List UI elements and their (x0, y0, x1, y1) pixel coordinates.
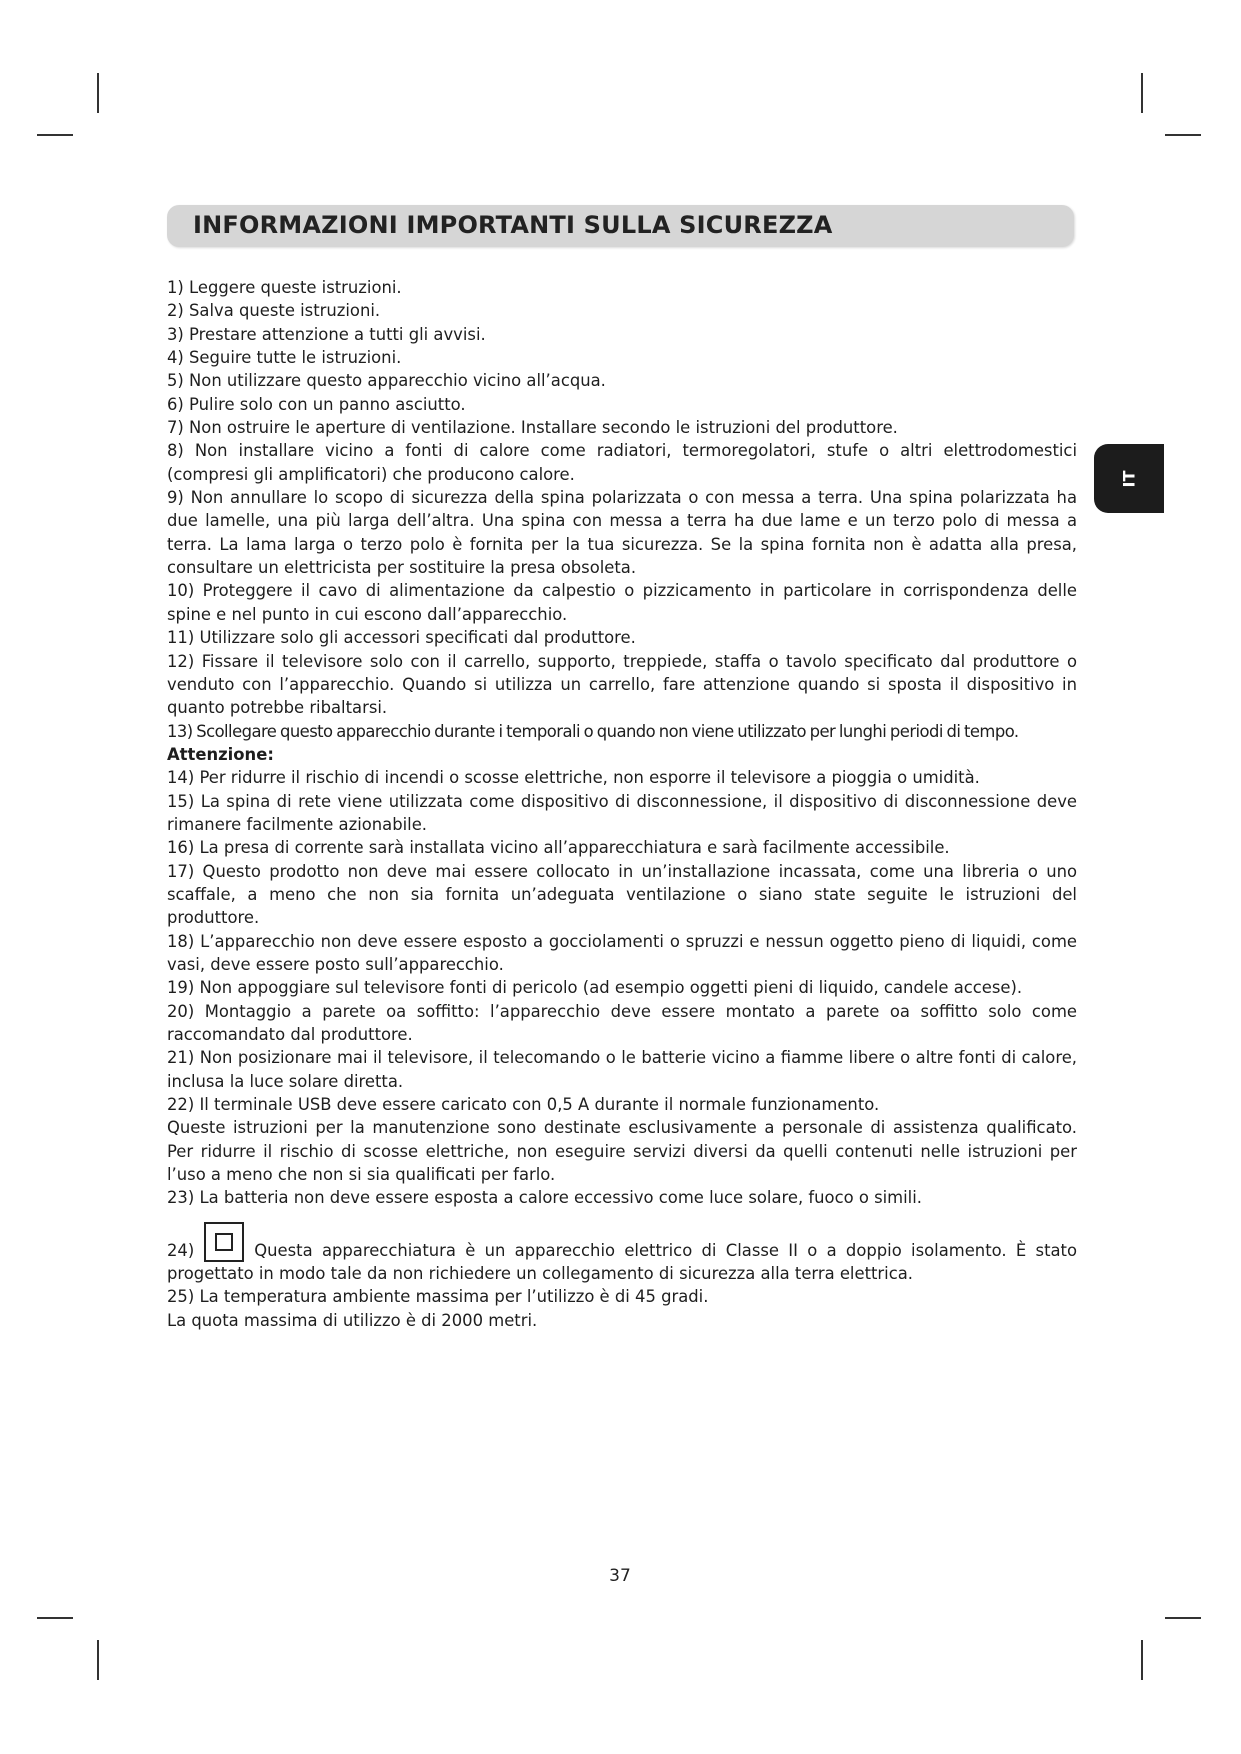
page-title: INFORMAZIONI IMPORTANTI SULLA SICUREZZA (193, 211, 833, 239)
maintenance-note: Queste istruzioni per la manutenzione sono destinate esclusivamente a personale di assistenza qualificato. Per ridurre il rischio di scosse elettriche, non eseguire servizi diversi da quelli contenuti nelle istruzioni per l’uso a meno che non si sia qualificati per farlo. (167, 1118, 1077, 1185)
page-number: 37 (609, 1566, 631, 1586)
instruction-item-24 (167, 1222, 1077, 1286)
item-number: 24) (167, 1240, 195, 1260)
instruction-item: 21) Non posizionare mai il televisore, il telecomando o le batterie vicino a fiamme libere o altre fonti di calore, inclusa la luce solare diretta. (167, 1048, 1077, 1091)
instruction-item: 10) Proteggere il cavo di alimentazione da calpestio o pizzicamento in particolare in corrispondenza delle spine e nel punto in cui escono dall’apparecchio. (167, 581, 1077, 624)
instruction-item: 19) Non appoggiare sul televisore fonti di pericolo (ad esempio oggetti pieni di liquido, candele accese). (167, 978, 1023, 998)
instruction-item: 12) Fissare il televisore solo con il carrello, supporto, treppiede, staffa o tavolo specificato dal produttore o venduto con l’apparecchio. Quando si utilizza un carrello, fare attenzione quando si sposta il dispositivo in quanto potrebbe ribaltarsi. (167, 651, 1077, 718)
instruction-item: 23) La batteria non deve essere esposta a calore eccessivo come luce solare, fuoco o simili. (167, 1188, 923, 1208)
warning-label: Attenzione: (167, 744, 274, 764)
spacer (167, 1210, 1077, 1222)
class-ii-inner-square (215, 1233, 233, 1251)
instruction-item: 1) Leggere queste istruzioni. (167, 278, 402, 297)
instruction-item: 8) Non installare vicino a fonti di calore come radiatori, termoregolatori, stufe o altri elettrodomestici (compresi gli amplificatori) che producono calore. (167, 441, 1077, 484)
instruction-item: La quota massima di utilizzo è di 2000 metri. (167, 1310, 538, 1330)
instruction-item: 25) La temperatura ambiente massima per l’utilizzo è di 45 gradi. (167, 1287, 709, 1307)
language-tab (1094, 444, 1164, 513)
safety-instructions (167, 276, 1077, 1332)
instruction-item: 17) Questo prodotto non deve mai essere collocato in un’installazione incassata, come una libreria o uno scaffale, a meno che non sia fornita un’adeguata ventilazione o siano state seguite le istruzioni del produttore. (167, 861, 1077, 928)
section-title-bar (167, 205, 1074, 247)
crop-mark-bottom-left-horizontal (37, 1617, 73, 1619)
crop-mark-top-right-vertical (1141, 73, 1143, 113)
instruction-item: 7) Non ostruire le aperture di ventilazione. Installare secondo le istruzioni del produttore. (167, 418, 898, 438)
instruction-item: 11) Utilizzare solo gli accessori specificati dal produttore. (167, 628, 636, 648)
instruction-item: 13) Scollegare questo apparecchio durante i temporali o quando non viene utilizzato per lunghi periodi di tempo. (167, 721, 1019, 741)
instruction-item: 4) Seguire tutte le istruzioni. (167, 348, 402, 368)
crop-mark-bottom-right-vertical (1141, 1640, 1143, 1680)
crop-mark-top-right-horizontal (1165, 134, 1201, 136)
instruction-item: 22) Il terminale USB deve essere caricato con 0,5 A durante il normale funzionamento. (167, 1095, 880, 1115)
instruction-item: 18) L’apparecchio non deve essere esposto a gocciolamenti o spruzzi e nessun oggetto pieno di liquidi, come vasi, deve essere posto sull’apparecchio. (167, 931, 1077, 974)
crop-mark-bottom-left-vertical (97, 1640, 99, 1680)
instruction-item: 6) Pulire solo con un panno asciutto. (167, 394, 466, 414)
class-ii-double-insulation-icon (204, 1222, 244, 1262)
language-tab-label: IT (1119, 470, 1139, 487)
crop-mark-top-left-vertical (97, 73, 99, 113)
instruction-item: 5) Non utilizzare questo apparecchio vicino all’acqua. (167, 371, 606, 391)
crop-mark-bottom-right-horizontal (1165, 1617, 1201, 1619)
instruction-item: 9) Non annullare lo scopo di sicurezza della spina polarizzata o con messa a terra. Una spina polarizzata ha due lamelle, una più larga dell’altra. Una spina con messa a terra ha due lame e un terzo polo di messa a terra. La lama larga o terzo polo è fornita per la tua sicurezza. Se la spina fornita non è adatta alla presa, consultare un elettricista per sostituire la presa obsoleta. (167, 488, 1077, 578)
instruction-item: 15) La spina di rete viene utilizzata come dispositivo di disconnessione, il dispositivo di disconnessione deve rimanere facilmente azionabile. (167, 791, 1077, 834)
item-text: Questa apparecchiatura è un apparecchio elettrico di Classe II o a doppio isolamento. È stato progettato in modo tale da non richiedere un collegamento di sicurezza alla terra elettrica. (167, 1240, 1077, 1284)
instruction-item: 16) La presa di corrente sarà installata vicino all’apparecchiatura e sarà facilmente accessibile. (167, 838, 950, 858)
instruction-item: 20) Montaggio a parete oa soffitto: l’apparecchio deve essere montato a parete oa soffitto solo come raccomandato dal produttore. (167, 1001, 1077, 1044)
instruction-item: 14) Per ridurre il rischio di incendi o scosse elettriche, non esporre il televisore a pioggia o umidità. (167, 768, 980, 788)
instruction-item: 3) Prestare attenzione a tutti gli avvisi. (167, 324, 486, 344)
instruction-item: 2) Salva queste istruzioni. (167, 301, 381, 321)
crop-mark-top-left-horizontal (37, 134, 73, 136)
